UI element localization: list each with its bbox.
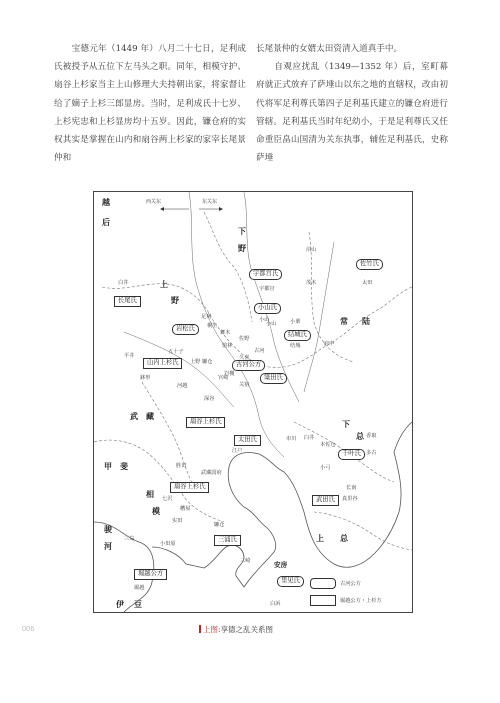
place-label: 沼山 (306, 247, 317, 253)
province-label: 武 (130, 411, 138, 421)
place-label: 桐生 (207, 323, 218, 329)
province-label: 安房 (274, 561, 288, 569)
place-label: 香取 (366, 433, 377, 439)
place-label: 长南 (346, 485, 357, 491)
place-label: 河越 (177, 383, 188, 389)
place-label: 白浜 (270, 601, 281, 607)
caption-prefix: 上图: (203, 625, 221, 634)
province-label: 下 (238, 226, 246, 236)
clan-label: 佐竹氏 (356, 259, 383, 270)
province-label: 总 (340, 533, 348, 543)
province-label: 甲 (104, 461, 112, 471)
text-column-right (256, 40, 448, 167)
province-border (142, 382, 194, 487)
province-label: 下 (342, 419, 350, 429)
place-label: 镰仓 (214, 522, 225, 528)
place-label: 上野 (190, 359, 201, 365)
figure-caption (199, 624, 273, 635)
province-label: 斐 (120, 461, 128, 471)
place-label: 久喜 (239, 355, 250, 361)
legend-label: 堀越公方・上杉方 (340, 598, 382, 604)
place-label: 关宿 (239, 382, 250, 388)
place-label: 宫崎 (218, 375, 229, 381)
caption-title: 享德之乱关系图 (220, 625, 274, 634)
place-label: 小山 (259, 317, 270, 323)
direction-label-west: 西关东 (146, 199, 162, 205)
legend-swatch-uesugi (310, 595, 336, 606)
province-label: 后 (102, 217, 110, 227)
province-label: 总 (356, 431, 364, 441)
clan-label: 结城氏 (284, 330, 311, 341)
place-label: 堀越 (134, 585, 145, 591)
legend-swatch-koga (310, 578, 336, 589)
map-figure (93, 191, 413, 613)
clan-label: 扇谷上杉氏 (186, 417, 225, 428)
place-label: 多古 (366, 450, 377, 456)
clan-label: 岩松氏 (172, 324, 199, 335)
clan-label: 太田氏 (234, 435, 261, 446)
province-label: 模 (152, 506, 160, 516)
place-label: 佐野 (239, 336, 250, 342)
place-label: 深谷 (204, 396, 215, 402)
map-lines (94, 192, 412, 612)
place-label: 岩槻 (224, 371, 235, 377)
place-label: 白井 (118, 280, 129, 286)
province-label: 越 (102, 197, 110, 207)
paragraph: 宝德元年（1449 年）八月二十七日，足利成氏被授予从五位下左马头之职。同年，相模守护、扇谷上杉家当主上山修理大夫持朝出家，将家督让给了嫡子上杉三郎显房。当时，足利成氏十七岁、上杉宪忠和上杉显房均十五岁。因此，镰仓府的实权其实是掌握在山内和扇谷两上杉家的家宰长尾景仲和 (54, 44, 246, 164)
place-label: 小山 (266, 321, 277, 327)
place-label: 古河 (254, 348, 265, 354)
place-label: 宇都宫 (259, 286, 275, 292)
page-number: 006 (22, 624, 35, 633)
clan-label: 堀越公方 (134, 569, 167, 580)
place-label: 太田 (362, 280, 373, 286)
direction-label-east: 东关东 (202, 199, 218, 205)
clan-label: 武田氏 (312, 495, 339, 506)
place-label: 真里谷 (342, 496, 358, 502)
place-label: 结城 (290, 343, 301, 349)
place-label: 市川 (286, 436, 297, 442)
place-label: 镰仓 (202, 359, 213, 365)
clan-label: 小山氏 (254, 303, 281, 314)
clan-label: 三浦氏 (214, 535, 241, 546)
place-label: 胜田 (176, 463, 187, 469)
place-label: 七沢 (162, 496, 173, 502)
river (124, 332, 234, 407)
place-label: 足利 (201, 314, 212, 320)
province-label: 藏 (146, 411, 154, 421)
clan-label: 宇都宫氏 (249, 269, 282, 280)
text-column-left (54, 40, 246, 167)
place-label: 实田 (172, 518, 183, 524)
province-label: 野 (238, 243, 246, 253)
place-label: 三崎 (240, 558, 251, 564)
legend-label: 古河公方 (340, 581, 361, 587)
place-label: 小栗 (290, 319, 301, 325)
place-label: 武藏国府 (201, 470, 222, 476)
province-label: 陆 (362, 316, 370, 326)
place-label: 府中 (324, 341, 335, 347)
place-label: 本佐仓 (320, 442, 336, 448)
clan-label: 里见氏 (277, 576, 304, 587)
paragraph: 长尾景仲的女婿太田资清入道真手中。 (256, 44, 403, 54)
clan-label: 长尾氏 (114, 296, 141, 307)
province-label: 伊 (116, 599, 124, 609)
province-label: 常 (340, 316, 348, 326)
province-label: 上 (316, 533, 324, 543)
place-label: 臼井 (304, 435, 315, 441)
place-label: 糟屋 (180, 506, 191, 512)
place-label: 平井 (124, 353, 135, 359)
province-label: 骏 (104, 524, 112, 534)
clan-label: 簗田氏 (260, 373, 287, 384)
clan-label: 扇谷上杉氏 (170, 482, 209, 493)
place-label: 江户 (232, 448, 243, 454)
place-label: 小田原 (160, 541, 176, 547)
province-label: 上 (160, 279, 168, 289)
caption-marker (199, 625, 201, 633)
place-label: 三岛 (124, 536, 135, 542)
river (304, 242, 334, 392)
place-label: 舞木 (220, 330, 231, 336)
place-label: 馆林 (222, 343, 233, 349)
place-label: 小弓 (320, 465, 331, 471)
province-label: 相 (146, 489, 154, 499)
place-label: 鉢形 (140, 375, 151, 381)
clan-label: 山内上杉氏 (143, 358, 182, 369)
place-label: 茂木 (306, 280, 317, 286)
clan-label: 千叶氏 (338, 449, 365, 460)
province-label: 河 (104, 541, 112, 551)
paragraph: 自观应扰乱（1349—1352 年）后，室町幕府就正式放弃了萨埵山以东之地的直辖权，改由初代将军足利尊氏第四子足利基氏建立的镰仓府进行管辖。足利基氏当时年纪幼小，于是足利尊氏又任命重臣畠山国清为关东执事，辅佐足利基氏，史称萨埵 (256, 62, 448, 164)
place-label: 五十子 (168, 349, 184, 355)
clan-label: 古河公方 (232, 360, 265, 371)
province-label: 野 (171, 295, 179, 305)
province-label: 豆 (134, 599, 142, 609)
